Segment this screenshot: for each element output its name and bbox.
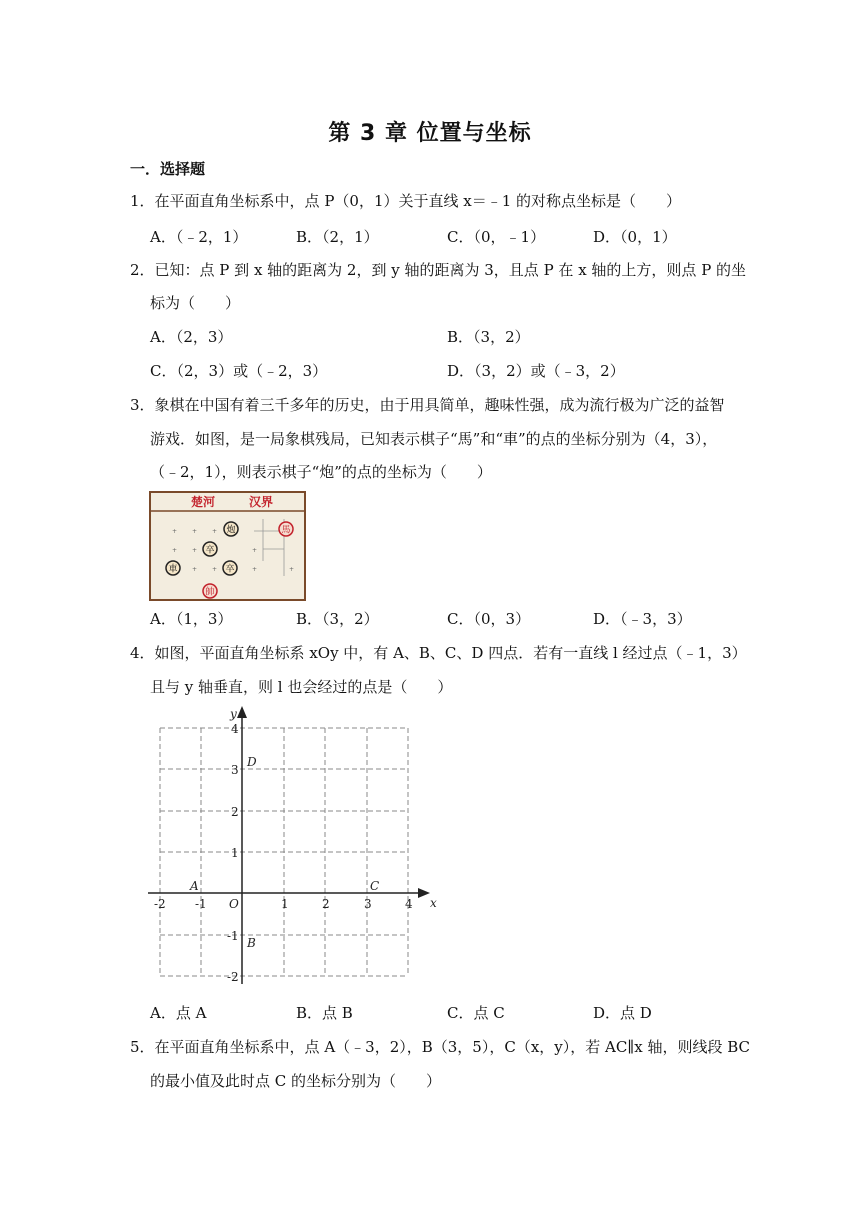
svg-text:車: 車 bbox=[168, 564, 178, 575]
question-2-text-line1: 2．已知：点 P 到 x 轴的距离为 2，到 y 轴的距离为 3，且点 P 在 x 轴的上方，则点 P 的坐 bbox=[130, 261, 747, 279]
question-3-text-line2: 游戏．如图，是一局象棋残局，已知表示棋子“馬”和“車”的点的坐标分别为（4，3）， bbox=[150, 430, 718, 448]
q2-option-d: D．（3，2）或（﹣3，2） bbox=[447, 362, 625, 380]
svg-text:卒: 卒 bbox=[205, 545, 215, 556]
chess-piece-ma bbox=[279, 522, 293, 536]
q1-option-a: A．（﹣2，1） bbox=[150, 228, 248, 246]
x-tick-4: 4 bbox=[405, 897, 413, 911]
q3-option-c: C．（0，3） bbox=[447, 610, 531, 628]
point-b-label: B bbox=[247, 936, 256, 950]
svg-text:帥: 帥 bbox=[205, 587, 215, 598]
svg-text:+: + bbox=[212, 528, 218, 535]
svg-text:卒: 卒 bbox=[225, 564, 235, 575]
point-a-label: A bbox=[190, 879, 199, 893]
svg-text:+: + bbox=[192, 566, 198, 573]
x-axis-label: x bbox=[430, 896, 437, 910]
chess-board-figure bbox=[149, 491, 306, 601]
x-tick-3: 3 bbox=[364, 897, 372, 911]
y-axis-arrow bbox=[237, 706, 247, 718]
question-3-text-line1: 3．象棋在中国有着三千多年的历史，由于用具简单，趣味性强，成为流行极为广泛的益智 bbox=[130, 396, 725, 414]
chess-header-right: 汉界 bbox=[249, 495, 274, 509]
question-1-text: 1．在平面直角坐标系中，点 P（0，1）关于直线 x＝﹣1 的对称点坐标是（ ） bbox=[130, 192, 682, 210]
board-frame bbox=[150, 492, 305, 600]
svg-text:+: + bbox=[192, 528, 198, 535]
svg-text:炮: 炮 bbox=[226, 525, 236, 536]
y-tick-2: 2 bbox=[231, 805, 239, 819]
question-4-text-line2: 且与 y 轴垂直，则 l 也会经过的点是（ ） bbox=[150, 678, 453, 696]
chess-piece-shuai bbox=[203, 584, 217, 598]
graph-grid bbox=[160, 728, 408, 976]
svg-text:+: + bbox=[192, 547, 198, 554]
chess-piece-che bbox=[166, 561, 180, 575]
x-tick-neg1: -1 bbox=[195, 897, 207, 911]
chess-piece-pao bbox=[224, 522, 238, 536]
section-heading: 一．选择题 bbox=[130, 160, 206, 178]
y-tick-3: 3 bbox=[231, 763, 239, 777]
chess-header-left: 楚河 bbox=[191, 495, 216, 509]
svg-text:+: + bbox=[172, 547, 178, 554]
y-axis-label: y bbox=[230, 707, 237, 721]
q1-option-c: C．（0，﹣1） bbox=[447, 228, 546, 246]
svg-text:+: + bbox=[212, 566, 218, 573]
x-tick-1: 1 bbox=[281, 897, 289, 911]
point-d-label: D bbox=[247, 755, 257, 769]
y-tick-neg2: -2 bbox=[227, 970, 239, 984]
y-tick-4: 4 bbox=[231, 722, 239, 736]
x-tick-neg2: -2 bbox=[154, 897, 166, 911]
q4-option-d: D．点 D bbox=[593, 1004, 652, 1022]
x-tick-2: 2 bbox=[322, 897, 330, 911]
y-tick-1: 1 bbox=[231, 846, 239, 860]
question-2-text-line2: 标为（ ） bbox=[150, 294, 241, 312]
question-5-text-line1: 5．在平面直角坐标系中，点 A（﹣3，2），B（3，5），C（x，y），若 AC∥x 轴，则线段 BC bbox=[130, 1038, 751, 1056]
q3-option-b: B．（3，2） bbox=[296, 610, 379, 628]
q3-option-a: A．（1，3） bbox=[150, 610, 233, 628]
y-tick-neg1: -1 bbox=[227, 929, 239, 943]
chess-piece-zu-2 bbox=[223, 561, 237, 575]
coordinate-graph bbox=[140, 704, 440, 988]
svg-text:+: + bbox=[252, 566, 258, 573]
chess-piece-zu-1 bbox=[203, 542, 217, 556]
question-4-text-line1: 4．如图，平面直角坐标系 xOy 中，有 A、B、C、D 四点．若有一直线 l 经过点（﹣1，3） bbox=[130, 644, 747, 662]
svg-text:馬: 馬 bbox=[281, 525, 291, 536]
q2-option-c: C．（2，3）或（﹣2，3） bbox=[150, 362, 328, 380]
page-title: 第 3 章 位置与坐标 bbox=[328, 121, 532, 146]
svg-text:+: + bbox=[172, 528, 178, 535]
q2-option-a: A．（2，3） bbox=[150, 328, 233, 346]
q1-option-d: D．（0，1） bbox=[593, 228, 677, 246]
origin-label: O bbox=[229, 897, 239, 911]
x-axis-arrow bbox=[418, 888, 430, 898]
question-5-text-line2: 的最小值及此时点 C 的坐标分别为（ ） bbox=[150, 1072, 442, 1090]
svg-text:+: + bbox=[289, 566, 295, 573]
q4-option-a: A．点 A bbox=[150, 1004, 207, 1022]
q2-option-b: B．（3，2） bbox=[447, 328, 530, 346]
point-c-label: C bbox=[370, 879, 380, 893]
question-3-text-line3: （﹣2，1），则表示棋子“炮”的点的坐标为（ ） bbox=[150, 463, 492, 481]
q1-option-b: B．（2，1） bbox=[296, 228, 379, 246]
svg-text:+: + bbox=[252, 547, 258, 554]
q3-option-d: D．（﹣3，3） bbox=[593, 610, 692, 628]
q4-option-c: C．点 C bbox=[447, 1004, 505, 1022]
q4-option-b: B．点 B bbox=[296, 1004, 353, 1022]
